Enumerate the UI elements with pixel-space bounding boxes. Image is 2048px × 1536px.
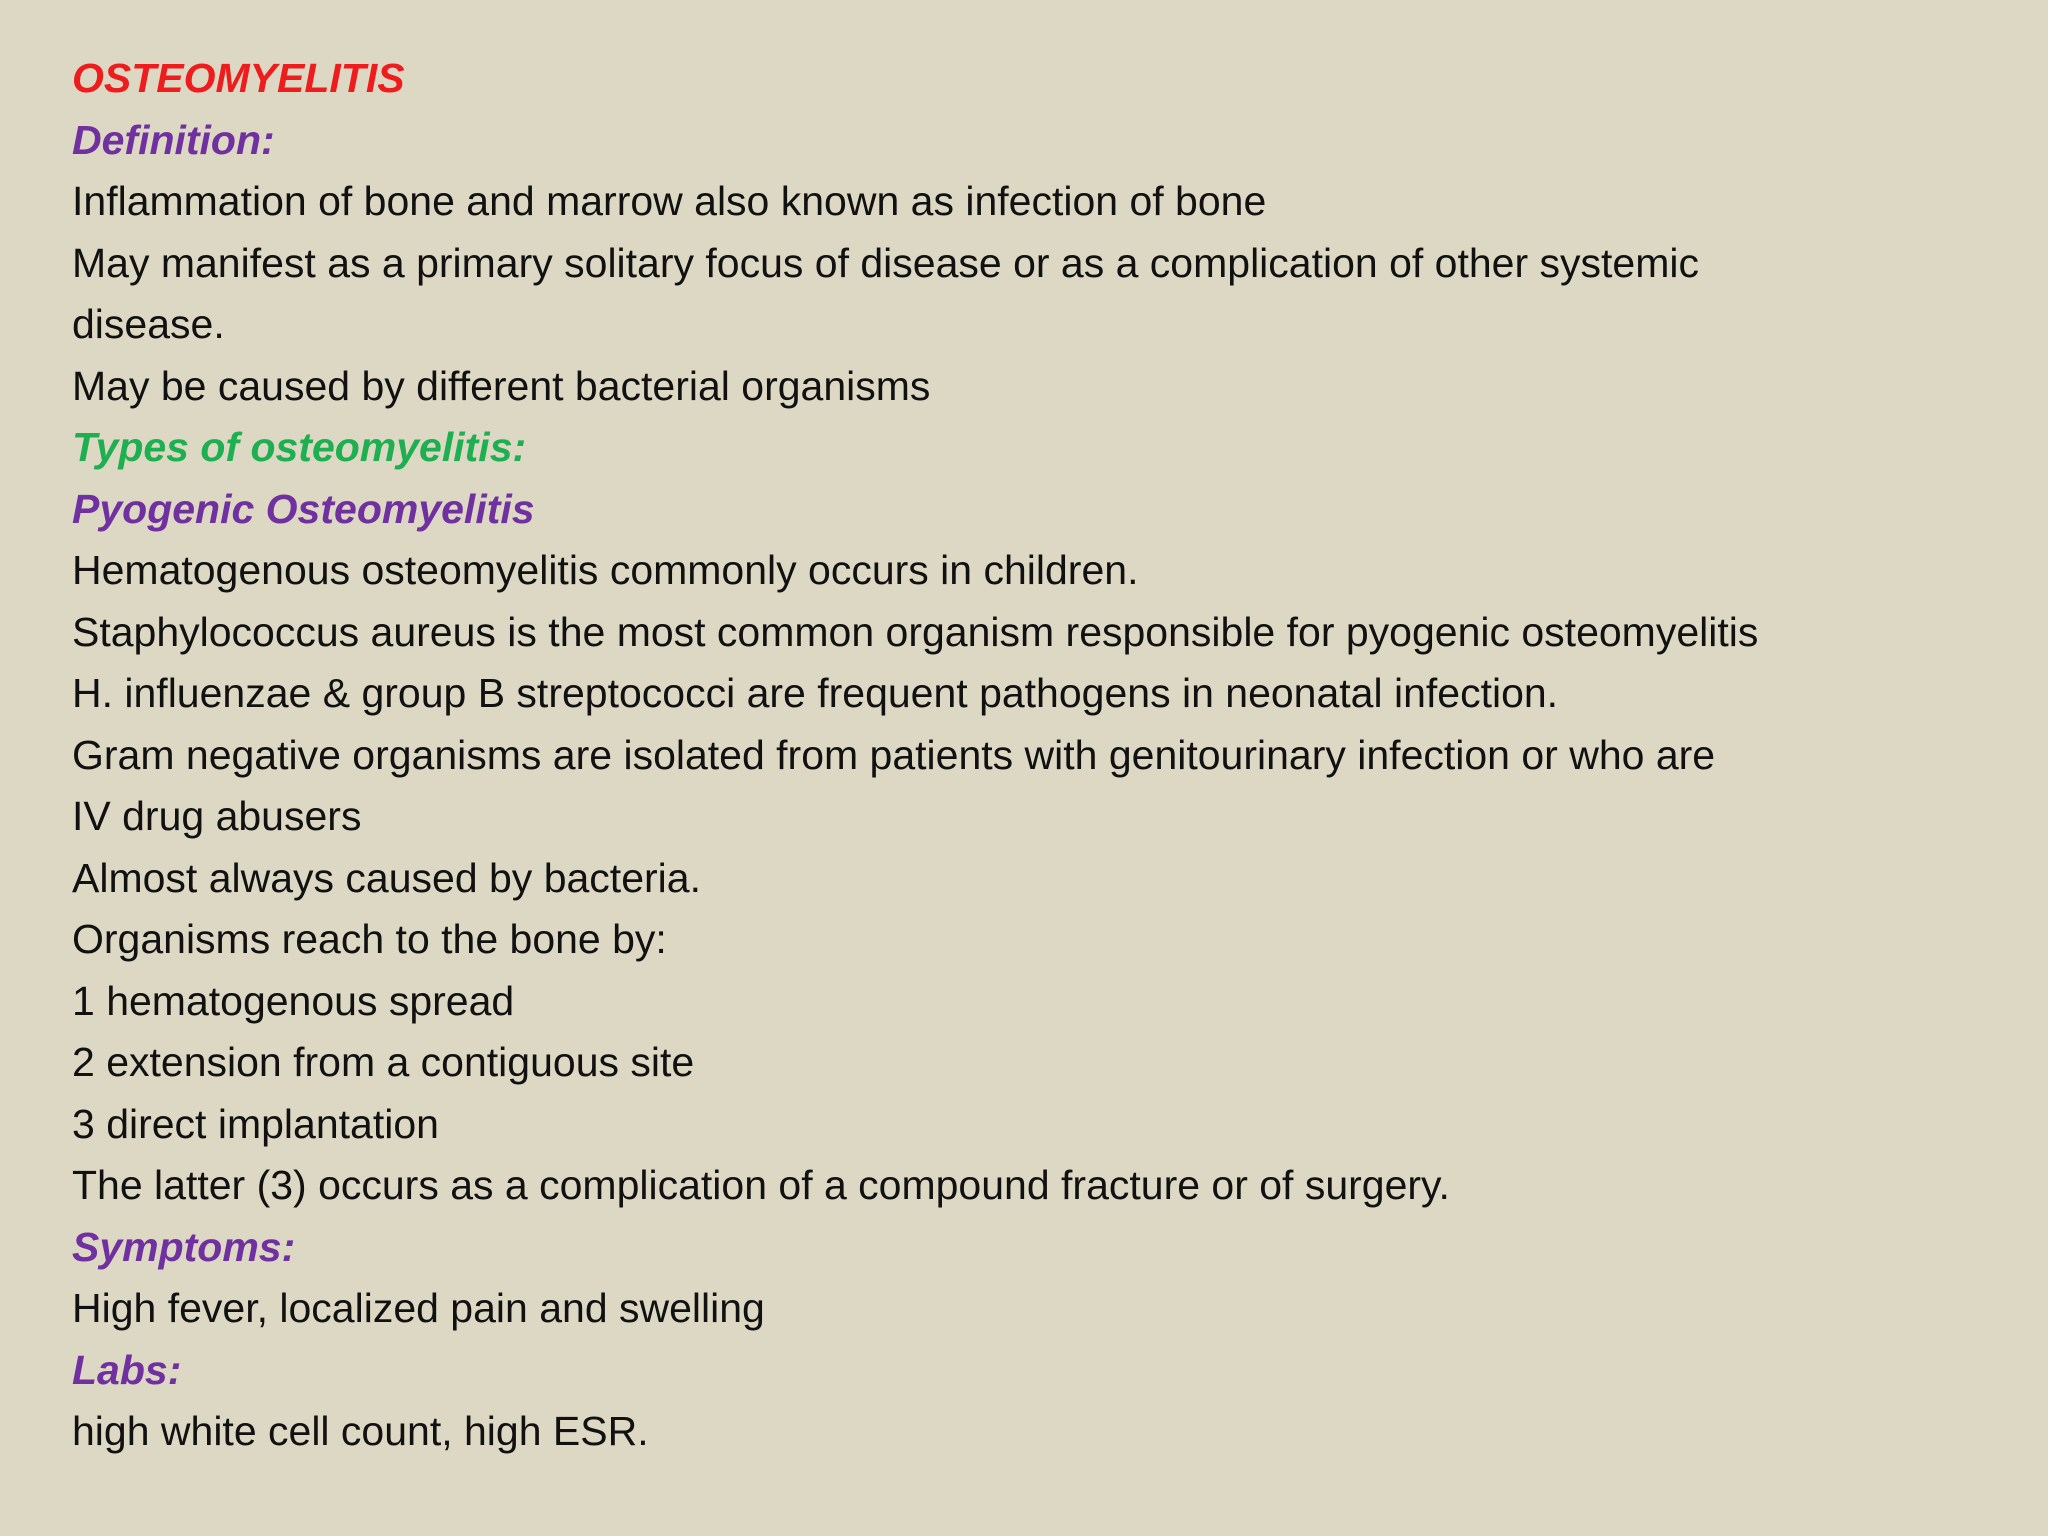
- pyogenic-line: 2 extension from a contiguous site: [72, 1039, 695, 1085]
- definition-heading: Definition:: [72, 116, 275, 163]
- pyogenic-line: IV drug abusers: [72, 793, 362, 839]
- definition-line: May manifest as a primary solitary focus of disease or as a complication of other systemic: [72, 239, 1699, 286]
- definition-line: disease.: [72, 301, 225, 347]
- pyogenic-line: 1 hematogenous spread: [72, 977, 515, 1024]
- labs-line: high white cell count, high ESR.: [72, 1408, 649, 1454]
- types-heading: Types of osteomyelitis:: [72, 424, 527, 470]
- slide-content: [72, 48, 2012, 1463]
- pyogenic-line: Staphylococcus aureus is the most common organism responsible for pyogenic osteomyelitis: [72, 608, 1759, 655]
- slide-title: OSTEOMYELITIS: [72, 55, 405, 101]
- labs-heading: Labs:: [72, 1346, 182, 1393]
- definition-line: May be caused by different bacterial organisms: [72, 362, 931, 409]
- definition-line: Inflammation of bone and marrow also known as infection of bone: [72, 178, 1267, 224]
- pyogenic-line: 3 direct implantation: [72, 1100, 439, 1147]
- symptoms-heading: Symptoms:: [72, 1223, 296, 1270]
- pyogenic-line: Hematogenous osteomyelitis commonly occurs in children.: [72, 547, 1139, 593]
- pyogenic-line: The latter (3) occurs as a complication of a compound fracture or of surgery.: [72, 1162, 1450, 1208]
- pyogenic-line: Almost always caused by bacteria.: [72, 854, 701, 901]
- symptoms-line: High fever, localized pain and swelling: [72, 1285, 765, 1331]
- pyogenic-line: H. influenzae & group B streptococci are frequent pathogens in neonatal infection.: [72, 670, 1559, 716]
- pyogenic-heading: Pyogenic Osteomyelitis: [72, 485, 535, 532]
- pyogenic-line: Gram negative organisms are isolated from patients with genitourinary infection or who are: [72, 731, 1716, 778]
- pyogenic-line: Organisms reach to the bone by:: [72, 916, 667, 962]
